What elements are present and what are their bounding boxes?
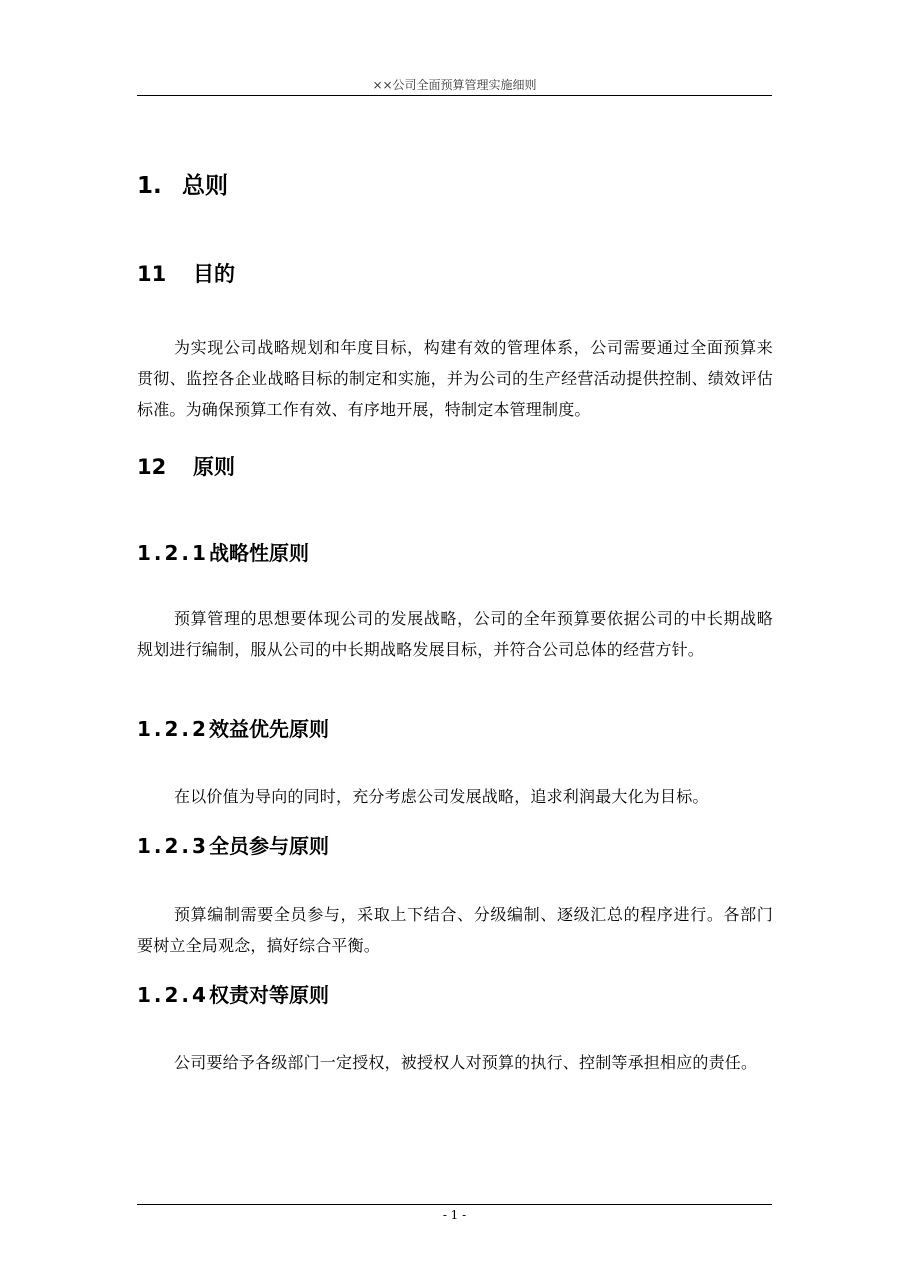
- heading-full-participation-principle: [137, 832, 329, 860]
- heading-principles: [137, 453, 235, 481]
- heading-number: 1.2.3: [137, 834, 209, 858]
- page-number: - 1 -: [442, 1208, 467, 1222]
- heading-title: 效益优先原则: [208, 717, 329, 741]
- paragraph-rights-responsibilities-principle: 公司要给予各级部门一定授权，被授权人对预算的执行、控制等承担相应的责任。: [174, 1053, 758, 1072]
- heading-number: 12: [137, 455, 167, 479]
- heading-number: 1.: [137, 173, 162, 199]
- heading-general-provisions: [137, 171, 228, 201]
- heading-title: 战略性原则: [208, 541, 309, 565]
- heading-number: 1.2.4: [137, 983, 209, 1007]
- paragraph-full-participation-principle: 预算编制需要全员参与，采取上下结合、分级编制、逐级汇总的程序进行。各部门要树立全局观念，搞好综合平衡。: [137, 905, 773, 955]
- page-header-title: ××公司全面预算管理实施细则: [372, 78, 537, 92]
- heading-title: 原则: [193, 455, 235, 479]
- heading-title: 目的: [193, 262, 235, 286]
- heading-rights-responsibilities-principle: [137, 981, 329, 1009]
- heading-title: 权责对等原则: [208, 983, 329, 1007]
- heading-number: 11: [137, 262, 167, 286]
- paragraph-strategic-principle: 预算管理的思想要体现公司的发展战略，公司的全年预算要依据公司的中长期战略规划进行编制，服从公司的中长期战略发展目标，并符合公司总体的经营方针。: [137, 609, 773, 659]
- heading-number: 1.2.1: [137, 541, 209, 565]
- heading-number: 1.2.2: [137, 717, 209, 741]
- heading-strategic-principle: [137, 539, 309, 567]
- heading-title: 总则: [182, 173, 228, 199]
- heading-benefit-priority-principle: [137, 715, 329, 743]
- paragraph-benefit-priority-principle: 在以价值为导向的同时，充分考虑公司发展战略，追求利润最大化为目标。: [174, 787, 709, 806]
- footer-rule: [137, 1204, 772, 1205]
- heading-title: 全员参与原则: [208, 834, 329, 858]
- heading-purpose: [137, 260, 235, 288]
- header-rule: [137, 95, 772, 96]
- paragraph-purpose: 为实现公司战略规划和年度目标，构建有效的管理体系，公司需要通过全面预算来贯彻、监控各企业战略目标的制定和实施，并为公司的生产经营活动提供控制、绩效评估标准。为确保预算工作有效、有序地开展，特制定本管理制度。: [137, 338, 773, 419]
